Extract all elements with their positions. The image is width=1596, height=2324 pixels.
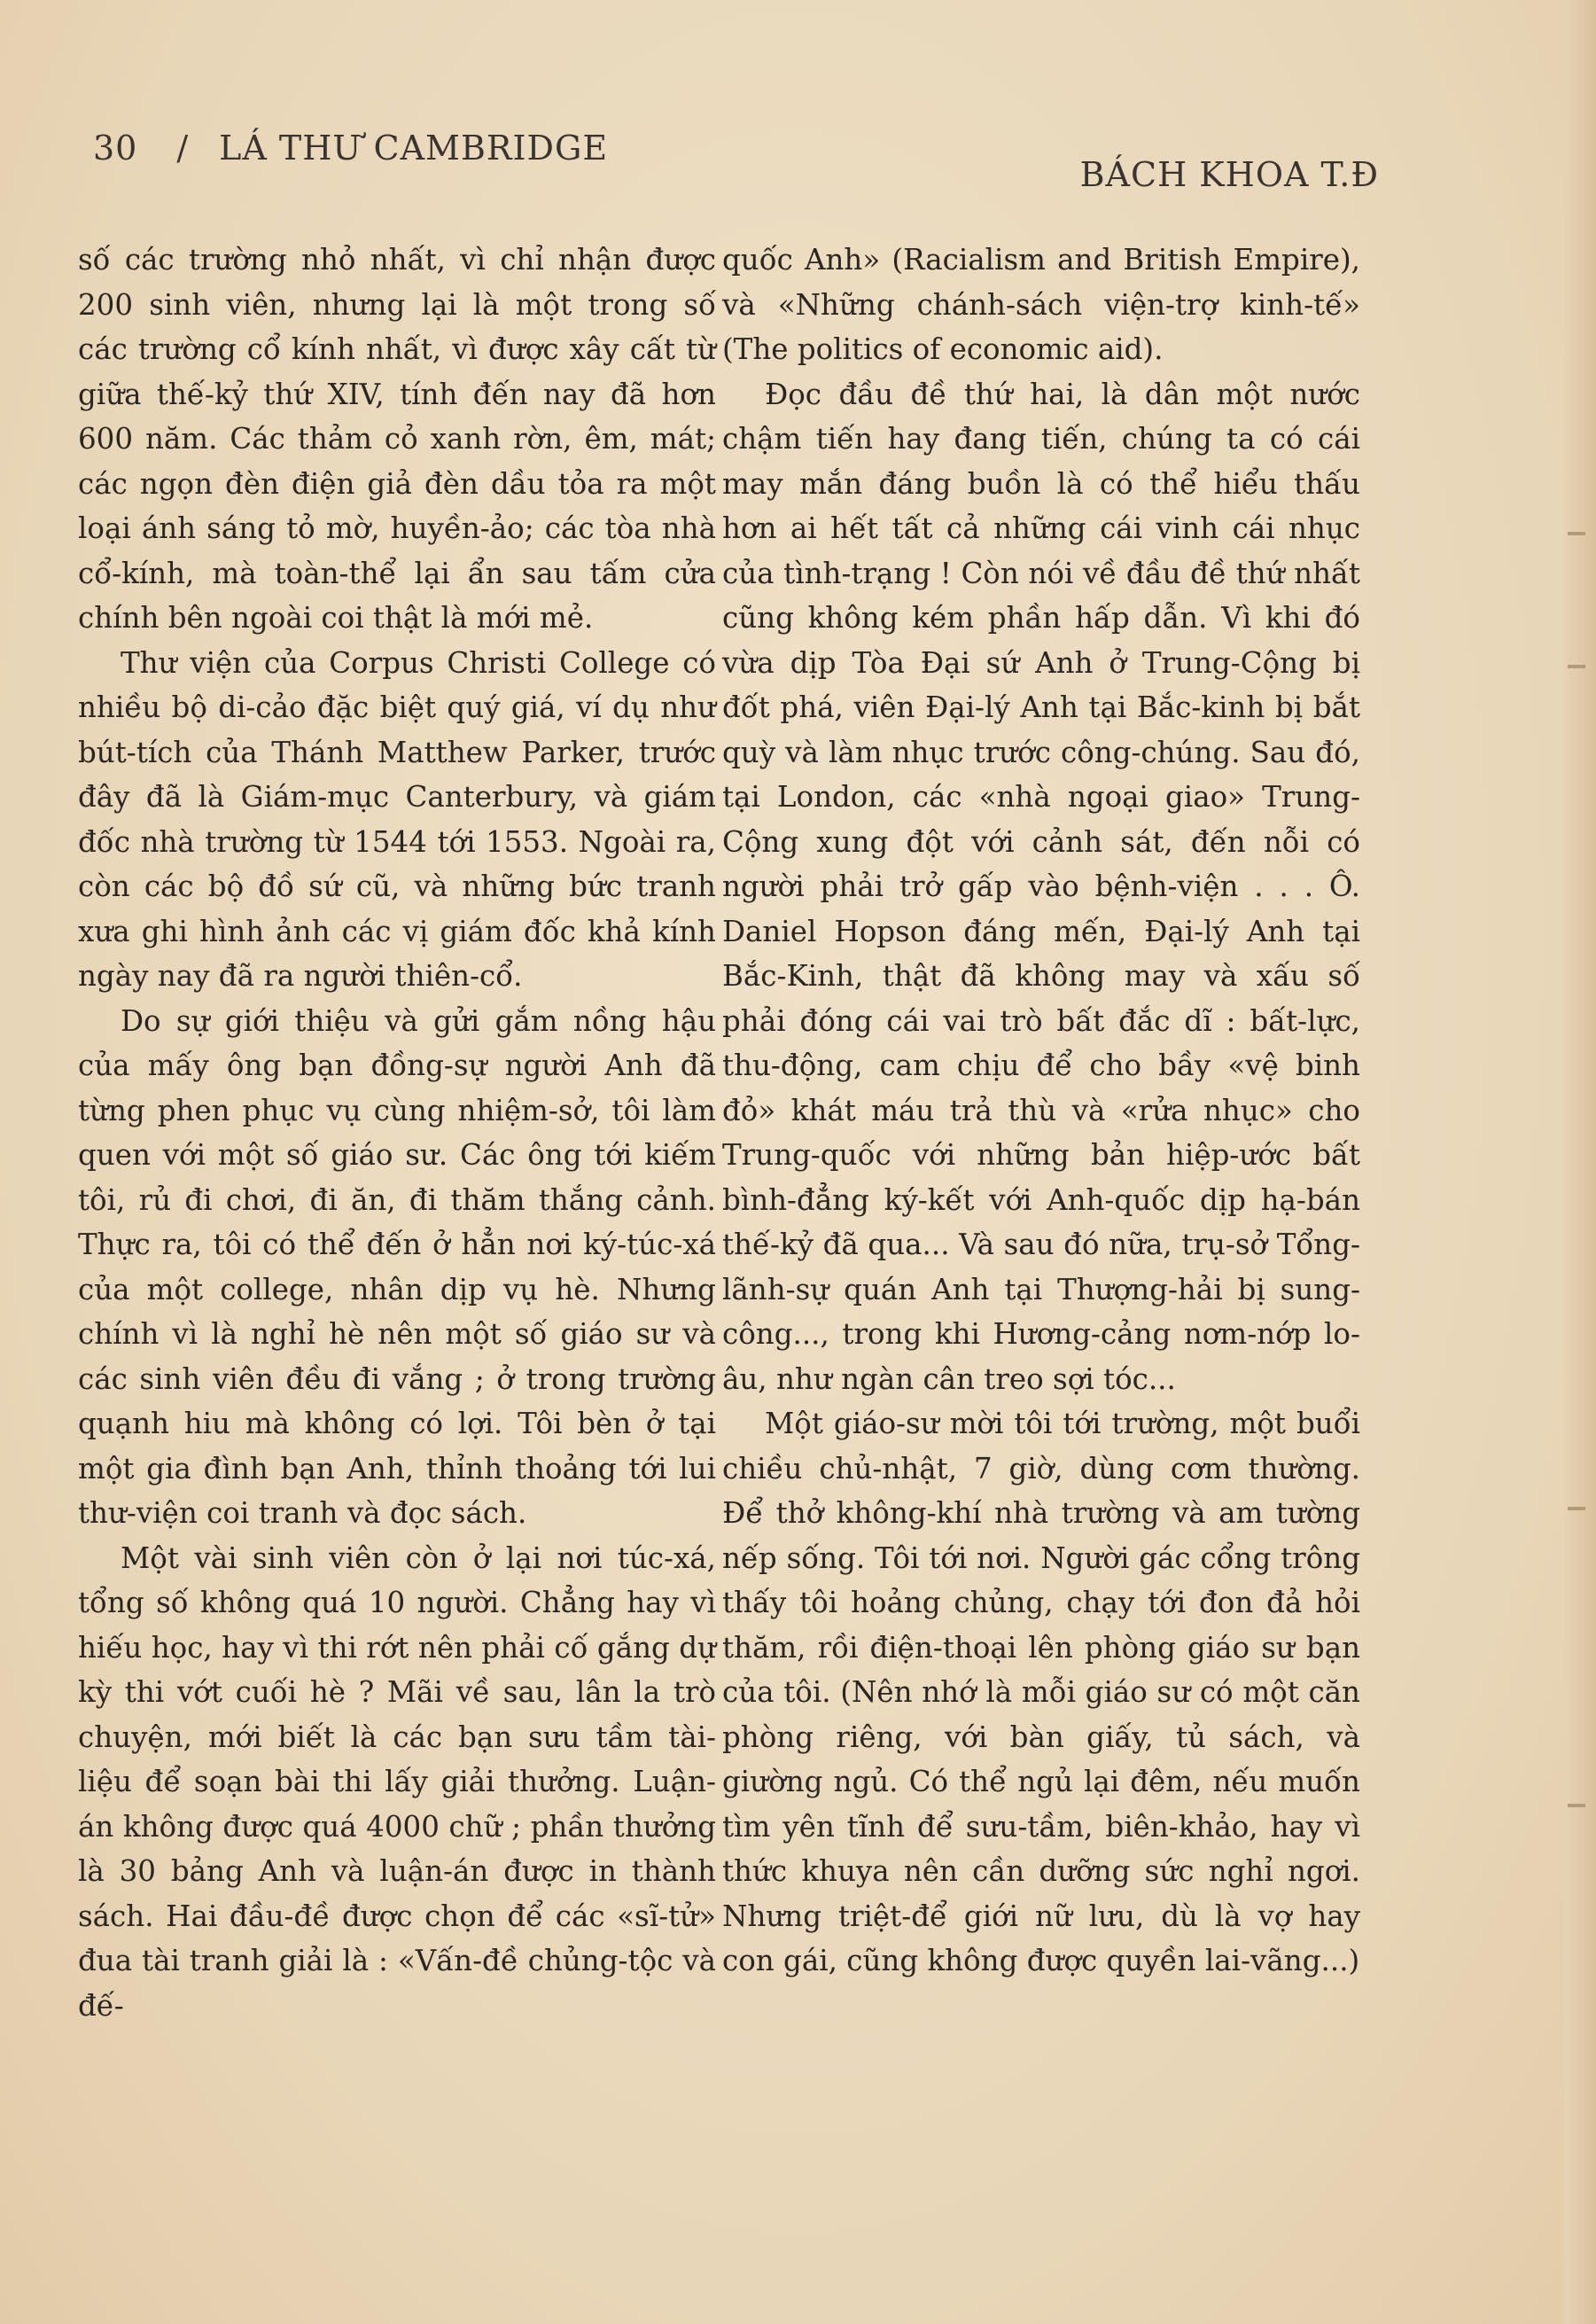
left-column — [78, 238, 716, 2028]
edge-mark — [1568, 1507, 1585, 1510]
paragraph: Một vài sinh viên còn ở lại nơi túc-xá, tổng số không quá 10 người. Chẳng hay vì hiếu học, hay vì thi rớt nên phải cố gắng dự kỳ thi vớt cuối hè ? Mãi về sau, lân la trò chuyện, mới biết là các bạn sưu tầm tài-liệu để soạn bài thi lấy giải thưởng. Luận-án không được quá 4000 chữ ; phần thưởng là 30 bảng Anh và luận-án được in thành sách. Hai đầu-đề được chọn để các «sĩ-tử» đua tài tranh giải là : «Vấn-đề chủng-tộc và đế- — [78, 1540, 716, 2023]
header-left — [93, 129, 608, 168]
paragraph: Do sự giới thiệu và gửi gắm nồng hậu của mấy ông bạn đồng-sự người Anh đã từng phen phục vụ cùng nhiệm-sở, tôi làm quen với một số giáo sư. Các ông tới kiếm tôi, rủ đi chơi, đi ăn, đi thăm thắng cảnh. Thực ra, tôi có thể đến ở hẳn nơi ký-túc-xá của một college, nhân dịp vụ hè. Nhưng chính vì là nghỉ hè nên một số giáo sư và các sinh viên đều đi vắng ; ở trong trường quạnh hiu mà không có lợi. Tôi bèn ở tại một gia đình bạn Anh, thỉnh thoảng tới lui thư-viện coi tranh và đọc sách. — [78, 1003, 716, 1530]
running-header — [93, 129, 1379, 194]
publication-name: BÁCH KHOA T.Đ — [1079, 155, 1379, 194]
edge-mark — [1568, 1804, 1585, 1807]
paragraph: Đọc đầu đề thứ hai, là dân một nước chậm tiến hay đang tiến, chúng ta có cái may mắn đáng buồn là có thể hiểu thấu hơn ai hết tất cả những cái vinh cái nhục của tình-trạng ! Còn nói về đầu đề thứ nhất cũng không kém phần hấp dẫn. Vì khi đó vừa dịp Tòa Đại sứ Anh ở Trung-Cộng bị đốt phá, viên Đại-lý Anh tại Bắc-kinh bị bắt quỳ và làm nhục trước công-chúng. Sau đó, tại London, các «nhà ngoại giao» Trung-Cộng xung đột với cảnh sát, đến nỗi có người phải trở gấp vào bệnh-viện . . . Ô. Daniel Hopson đáng mến, Đại-lý Anh tại Bắc-Kinh, thật đã không may và xấu số phải đóng cái vai trò bất đắc dĩ : bất-lực, thu-động, cam chịu để cho bầy «vệ binh đỏ» khát máu trả thù và «rửa nhục» cho Trung-quốc với những bản hiệp-ước bất bình-đẳng ký-kết với Anh-quốc dịp hạ-bán thế-kỷ đã qua... Và sau đó nữa, trụ-sở Tổng-lãnh-sự quán Anh tại Thượng-hải bị sung-công..., trong khi Hương-cảng nơm-nớp lo-âu, như ngàn cân treo sợi tóc... — [722, 377, 1360, 1396]
paragraph: Một giáo-sư mời tôi tới trường, một buổi chiều chủ-nhật, 7 giờ, dùng cơm thường. Để thở không-khí nhà trường và am tường nếp sống. Tôi tới nơi. Người gác cổng trông thấy tôi hoảng chủng, chạy tới đon đả hỏi thăm, rồi điện-thoại lên phòng giáo sư bạn của tôi. (Nên nhớ là mỗi giáo sư có một căn phòng riêng, với bàn giấy, tủ sách, và giường ngủ. Có thể ngủ lại đêm, nếu muốn tìm yên tĩnh để sưu-tầm, biên-khảo, hay vì thức khuya nên cần dưỡng sức nghỉ ngơi. Nhưng triệt-để giới nữ lưu, dù là vợ hay con gái, cũng không được quyền lai-vãng...) — [722, 1407, 1360, 1977]
page-number: 30 — [93, 129, 138, 168]
paragraph: quốc Anh» (Racialism and British Empire), và «Những chánh-sách viện-trợ kinh-tế» (The politics of economic aid). — [722, 243, 1360, 366]
paragraph: Thư viện của Corpus Christi College có nhiều bộ di-cảo đặc biệt quý giá, ví dụ như bút-tích của Thánh Matthew Parker, trước đây đã là Giám-mục Canterbury, và giám đốc nhà trường từ 1544 tới 1553. Ngoài ra, còn các bộ đồ sứ cũ, và những bức tranh xưa ghi hình ảnh các vị giám đốc khả kính ngày nay đã ra người thiên-cổ. — [78, 645, 716, 993]
edge-mark — [1568, 665, 1585, 668]
paragraph: số các trường nhỏ nhất, vì chỉ nhận được 200 sinh viên, nhưng lại là một trong số các trường cổ kính nhất, vì được xây cất từ giữa thế-kỷ thứ XIV, tính đến nay đã hơn 600 năm. Các thảm cỏ xanh rờn, êm, mát; các ngọn đèn điện giả đèn dầu tỏa ra một loại ánh sáng tỏ mờ, huyền-ảo; các tòa nhà cổ-kính, mà toàn-thể lại ẩn sau tấm cửa chính bên ngoài coi thật là mới mẻ. — [78, 243, 716, 635]
page-edge — [1564, 0, 1596, 2324]
running-title: LÁ THƯ CAMBRIDGE — [219, 129, 609, 168]
right-column — [722, 238, 1360, 1984]
header-separator: / — [176, 129, 190, 168]
edge-mark — [1568, 532, 1585, 535]
